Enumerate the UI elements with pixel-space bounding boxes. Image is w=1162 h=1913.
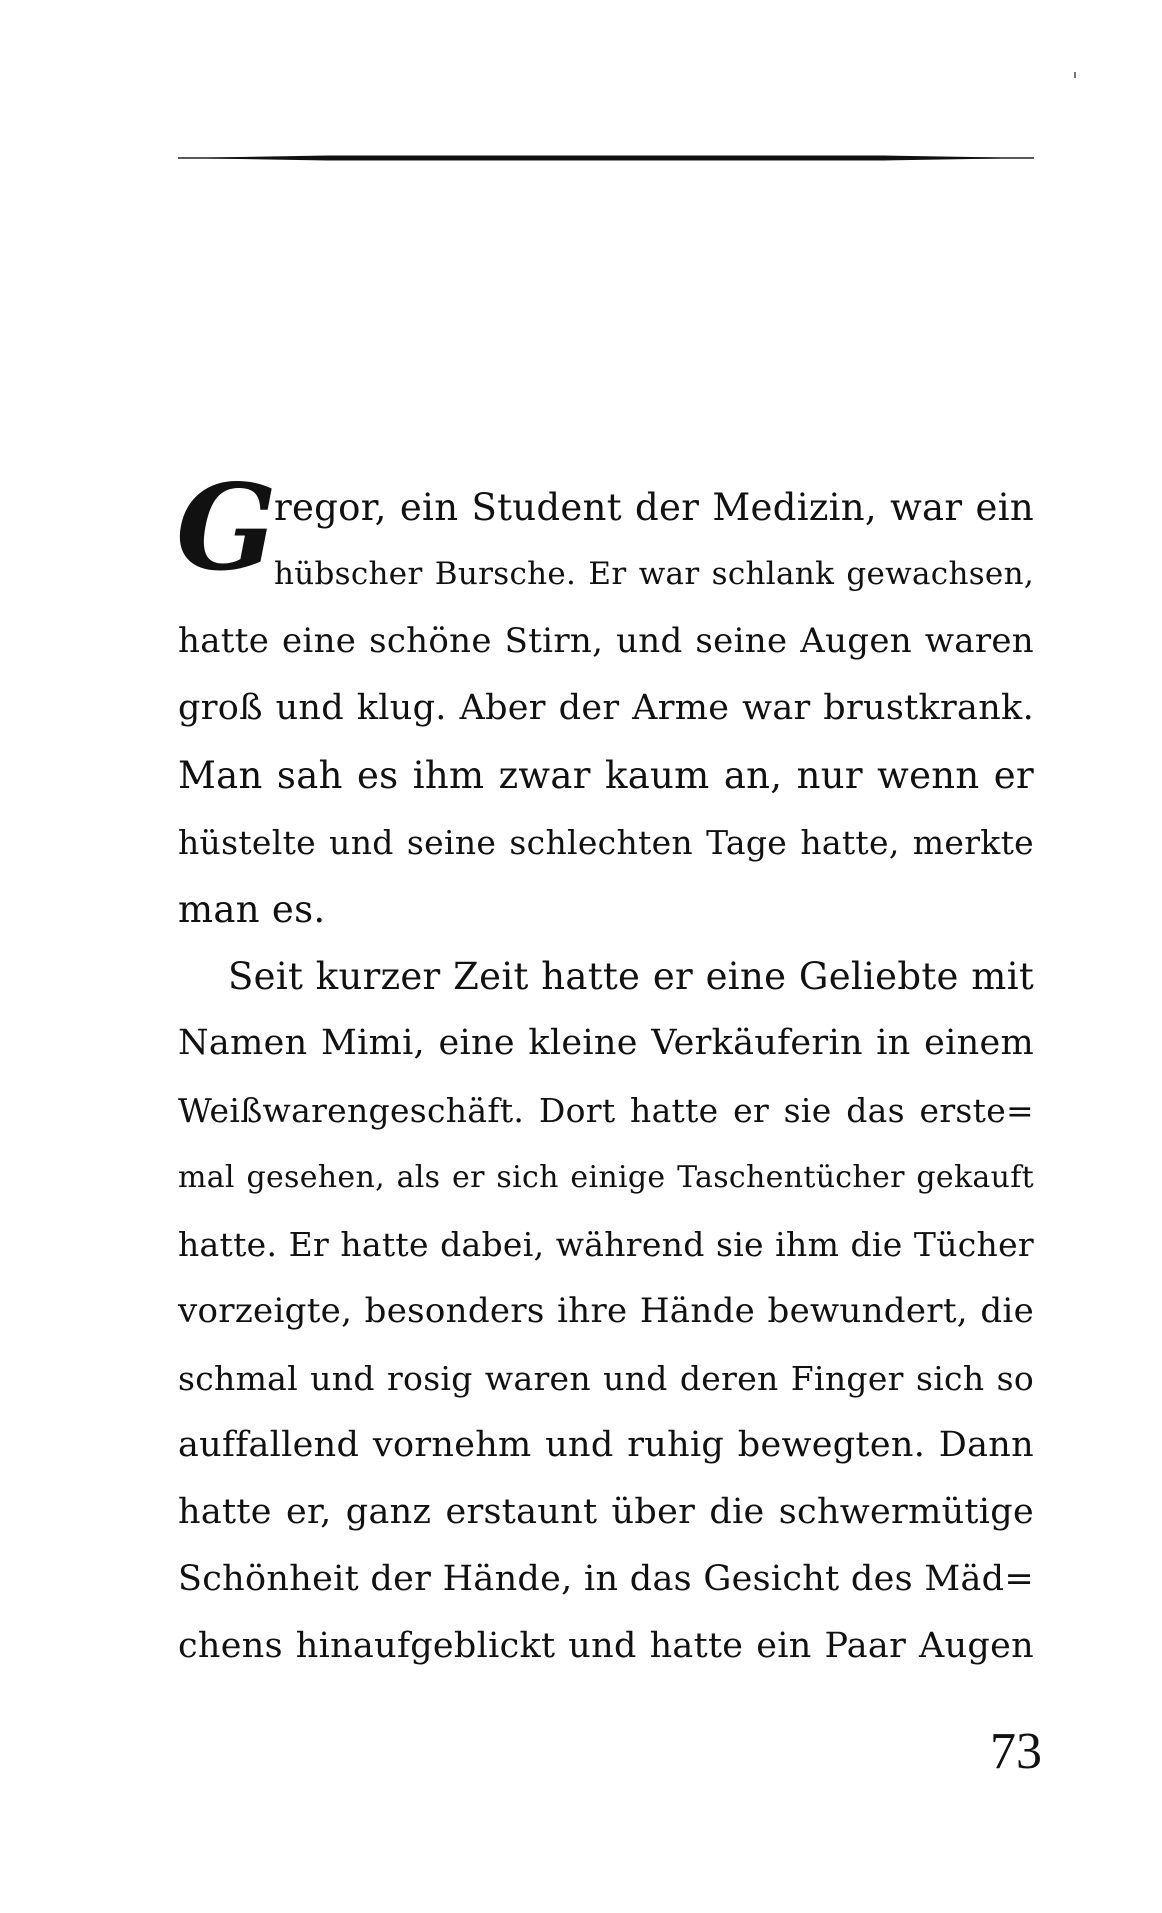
text-line: Weißwarengeschäft. Dort hatte er sie das erste= [178, 1091, 1034, 1130]
paragraph-1 [176, 458, 1034, 943]
text-line: chens hinaufgeblickt und hatte ein Paar Augen [178, 1626, 1034, 1666]
text-line: Namen Mimi, eine kleine Verkäuferin in einem [178, 1023, 1034, 1063]
text-line: vorzeigte, besonders ihre Hände bewundert, die [178, 1291, 1034, 1331]
drop-cap: G [176, 458, 277, 597]
text-line: hatte. Er hatte dabei, während sie ihm die Tücher [178, 1225, 1034, 1264]
text-line: groß und klug. Aber der Arme war brustkrank. [178, 688, 1034, 728]
text-line: hatte er, ganz erstaunt über die schwermütige [178, 1492, 1034, 1532]
header-rule [178, 150, 1034, 166]
paragraph-2 [178, 943, 1034, 1680]
text-line: Seit kurzer Zeit hatte er eine Geliebte mit [228, 955, 1034, 998]
text-line: Man sah es ihm zwar kaum an, nur wenn er [178, 754, 1034, 797]
text-line: hüstelte und seine schlechten Tage hatte, merkte [178, 823, 1034, 862]
text-line: hübscher Bursche. Er war schlank gewachsen, [274, 556, 1034, 592]
text-line: regor, ein Student der Medizin, war ein [274, 486, 1034, 529]
text-line: schmal und rosig waren und deren Finger sich so [178, 1359, 1034, 1398]
text-line: auffallend vornehm und ruhig bewegten. Dann [178, 1425, 1034, 1465]
text-line: man es. [178, 888, 326, 931]
text-line: mal gesehen, als er sich einige Taschentücher gekauft [178, 1160, 1034, 1195]
text-line: hatte eine schöne Stirn, und seine Augen waren [178, 621, 1034, 661]
text-line: Schönheit der Hände, in das Gesicht des Mäd= [178, 1559, 1034, 1599]
body-text [176, 458, 1034, 1680]
page-number: 73 [990, 1723, 1042, 1780]
paper-speck [1074, 72, 1076, 78]
